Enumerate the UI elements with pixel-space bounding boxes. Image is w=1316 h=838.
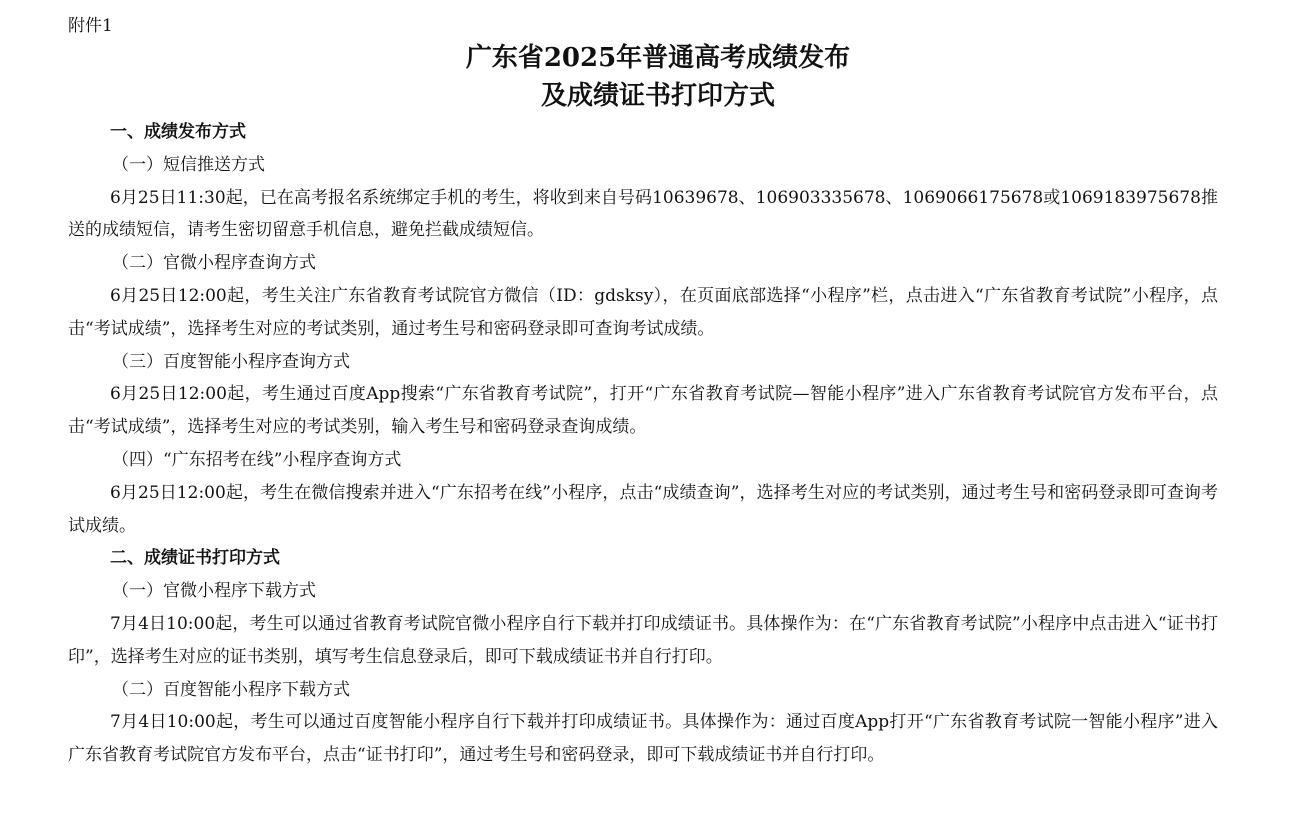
paragraph-wechat-download: 7月4日10:00起，考生可以通过省教育考试院官微小程序自行下载并打印成绩证书。具体操作为：在“广东省教育考试院”小程序中点击进入“证书打印”，选择考生对应的证书类别，填写考生信息登录后，即可下载成绩证书并自行打印。 bbox=[68, 613, 1218, 667]
subsection-heading-guangdong-zhaokao: （四）“广东招考在线”小程序查询方式 bbox=[112, 449, 402, 470]
attachment-label: 附件1 bbox=[68, 16, 113, 36]
paragraph-baidu-miniprogram: 6月25日12:00起，考生通过百度App搜索“广东省教育考试院”，打开“广东省教育考试院—智能小程序”进入广东省教育考试院官方发布平台，点击“考试成绩”，选择考生对应的考试类别，输入考生号和密码登录查询成绩。 bbox=[68, 384, 1218, 438]
subsection-heading-sms: （一）短信推送方式 bbox=[112, 154, 265, 175]
document-body bbox=[68, 116, 1218, 772]
section-heading-results-release: 一、成绩发布方式 bbox=[110, 122, 246, 142]
subsection-heading-baidu-download: （二）百度智能小程序下载方式 bbox=[112, 679, 350, 700]
subsection-heading-baidu-miniprogram: （三）百度智能小程序查询方式 bbox=[112, 351, 350, 372]
paragraph-guangdong-zhaokao: 6月25日12:00起，考生在微信搜索并进入“广东招考在线”小程序，点击“成绩查询”，选择考生对应的考试类别，通过考生号和密码登录即可查询考试成绩。 bbox=[68, 482, 1218, 536]
section-heading-certificate-printing: 二、成绩证书打印方式 bbox=[110, 548, 280, 569]
document-title-line-2: 及成绩证书打印方式 bbox=[540, 81, 775, 111]
document-title-line-1: 广东省2025年普通高考成绩发布 bbox=[465, 43, 851, 73]
subsection-heading-wechat-miniprogram: （二）官微小程序查询方式 bbox=[112, 253, 316, 274]
paragraph-sms: 6月25日11:30起，已在高考报名系统绑定手机的考生，将收到来自号码10639678、106903335678、1069066175678或1069183975678推送的成绩短信，请考生密切留意手机信息，避免拦截成绩短信。 bbox=[68, 187, 1218, 241]
paragraph-baidu-download: 7月4日10:00起，考生可以通过百度智能小程序自行下载并打印成绩证书。具体操作为：通过百度App打开“广东省教育考试院一智能小程序”进入广东省教育考试院官方发布平台，点击“证书打印”，通过考生号和密码登录，即可下载成绩证书并自行打印。 bbox=[68, 712, 1218, 766]
subsection-heading-wechat-download: （一）官微小程序下载方式 bbox=[112, 581, 316, 602]
paragraph-wechat-miniprogram: 6月25日12:00起，考生关注广东省教育考试院官方微信（ID：gdsksy），在页面底部选择“小程序”栏，点击进入“广东省教育考试院”小程序，点击“考试成绩”，选择考生对应的考试类别，通过考生号和密码登录即可查询考试成绩。 bbox=[68, 285, 1218, 339]
